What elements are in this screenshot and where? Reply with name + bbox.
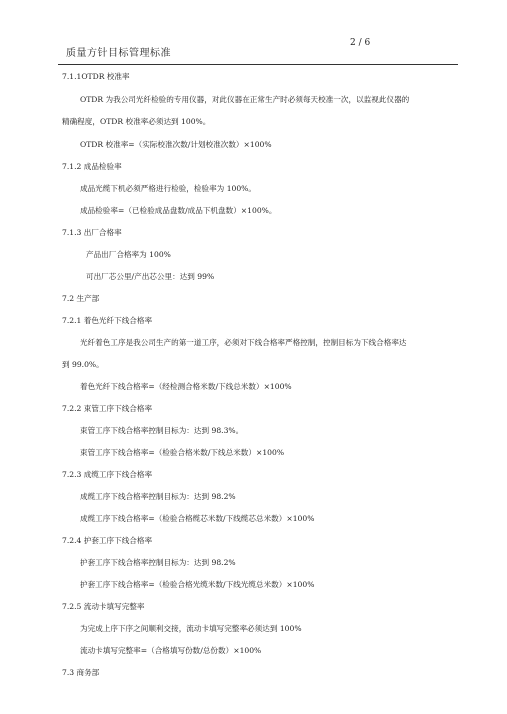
section-724-paragraph: 护套工序下线合格率控制目标为：达到 98.2% <box>80 558 236 567</box>
section-722-paragraph: 束管工序下线合格率控制目标为：达到 98.3%。 <box>80 426 244 435</box>
section-712-title: 7.1.2 成品检验率 <box>62 162 122 171</box>
section-723-paragraph: 成缆工序下线合格率控制目标为：达到 98.2% <box>80 492 236 501</box>
section-721-paragraph-line1: 光纤着色工序是我公司生产的第一道工序，必须对下线合格率严格控制，控制目标为下线合格率达 <box>80 338 407 347</box>
page-header <box>58 36 458 66</box>
section-713-paragraph2: 可出厂芯公里/产出芯公里：达到 99% <box>86 272 215 281</box>
section-711-paragraph-line1: OTDR 为我公司光纤检验的专用仪器，对此仪器在正常生产时必须每天校准一次，以监视此仪器的 <box>80 95 410 104</box>
section-722-title: 7.2.2 束管工序下线合格率 <box>62 404 153 413</box>
section-72-title: 7.2 生产部 <box>62 294 100 303</box>
section-721-title: 7.2.1 着色光纤下线合格率 <box>62 316 153 325</box>
section-725-title: 7.2.5 流动卡填写完整率 <box>62 602 145 611</box>
section-711-title: 7.1.1OTDR 校准率 <box>62 72 130 81</box>
section-711-paragraph-line2: 精确程度，OTDR 校准率必须达到 100%。 <box>62 117 211 126</box>
section-721-formula: 着色光纤下线合格率=（经检测合格米数/下线总米数）×100% <box>80 382 292 391</box>
section-723-formula: 成缆工序下线合格率=（检验合格缆芯米数/下线缆芯总米数）×100% <box>80 514 315 523</box>
section-711-formula: OTDR 校准率=（实际校准次数/计划校准次数）×100% <box>80 140 272 149</box>
section-722-formula: 束管工序下线合格率=（检验合格米数/下线总米数）×100% <box>80 448 285 457</box>
header-rule <box>58 64 458 65</box>
section-713-paragraph1: 产品出厂合格率为 100% <box>86 250 171 259</box>
section-712-formula: 成品检验率=（已检验成品盘数/成品下机盘数）×100%。 <box>80 206 277 215</box>
section-725-formula: 流动卡填写完整率=（合格填写份数/总份数）×100% <box>80 646 262 655</box>
section-721-paragraph-line2: 到 99.0%。 <box>62 360 104 369</box>
section-725-paragraph: 为完成上序下序之间顺利交接，流动卡填写完整率必须达到 100% <box>80 624 302 633</box>
section-724-formula: 护套工序下线合格率=（检验合格光缆米数/下线光缆总米数）×100% <box>80 580 315 589</box>
document-title: 质量方针目标管理标准 <box>66 48 171 59</box>
section-73-title: 7.3 商务部 <box>62 668 100 677</box>
section-724-title: 7.2.4 护套工序下线合格率 <box>62 536 153 545</box>
section-713-title: 7.1.3 出厂合格率 <box>62 228 122 237</box>
section-712-paragraph: 成品光缆下机必须严格进行检验，检验率为 100%。 <box>80 184 256 193</box>
page-number: 2 / 6 <box>350 38 371 48</box>
section-723-title: 7.2.3 成缆工序下线合格率 <box>62 470 153 479</box>
